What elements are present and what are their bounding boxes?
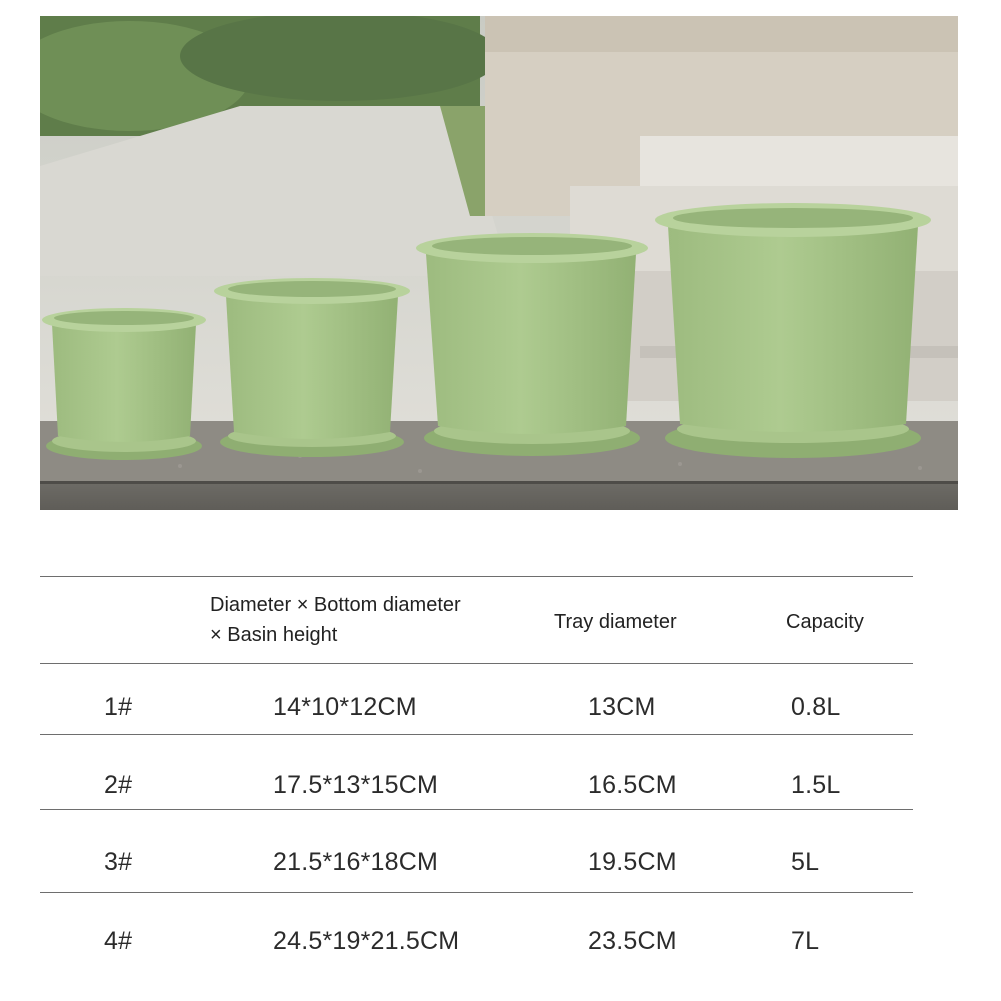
product-photo-illustration <box>40 16 958 510</box>
pot-2 <box>214 278 410 457</box>
row-2-tray: 16.5CM <box>588 771 677 799</box>
table-rule-header <box>40 663 913 664</box>
pot-4 <box>655 203 931 458</box>
row-4-dimensions: 24.5*19*21.5CM <box>273 927 460 955</box>
row-1-dimensions: 14*10*12CM <box>273 693 417 721</box>
header-tray-diameter: Tray diameter <box>554 611 677 633</box>
product-photo <box>40 16 958 510</box>
header-dimensions-line1: Diameter × Bottom diameter <box>210 594 461 616</box>
row-4-size: 4# <box>104 927 133 955</box>
row-2-dimensions: 17.5*13*15CM <box>273 771 439 799</box>
row-3-dimensions: 21.5*16*18CM <box>273 848 439 876</box>
row-4-tray: 23.5CM <box>588 927 677 955</box>
row-1-capacity: 0.8L <box>791 693 841 721</box>
row-2-size: 2# <box>104 771 133 799</box>
row-1-tray: 13CM <box>588 693 656 721</box>
row-1-size: 1# <box>104 693 133 721</box>
table-rule-row-1 <box>40 734 913 735</box>
table-rule-row-2 <box>40 809 913 810</box>
pot-1 <box>42 308 206 460</box>
row-3-tray: 19.5CM <box>588 848 677 876</box>
row-3-capacity: 5L <box>791 848 820 876</box>
header-capacity: Capacity <box>786 611 864 633</box>
row-4-capacity: 7L <box>791 927 820 955</box>
table-rule-top <box>40 576 913 577</box>
pot-3 <box>416 233 648 456</box>
row-3-size: 3# <box>104 848 133 876</box>
header-dimensions <box>210 590 461 650</box>
row-2-capacity: 1.5L <box>791 771 841 799</box>
header-dimensions-line2: × Basin height <box>210 624 338 646</box>
table-rule-row-3 <box>40 892 913 893</box>
